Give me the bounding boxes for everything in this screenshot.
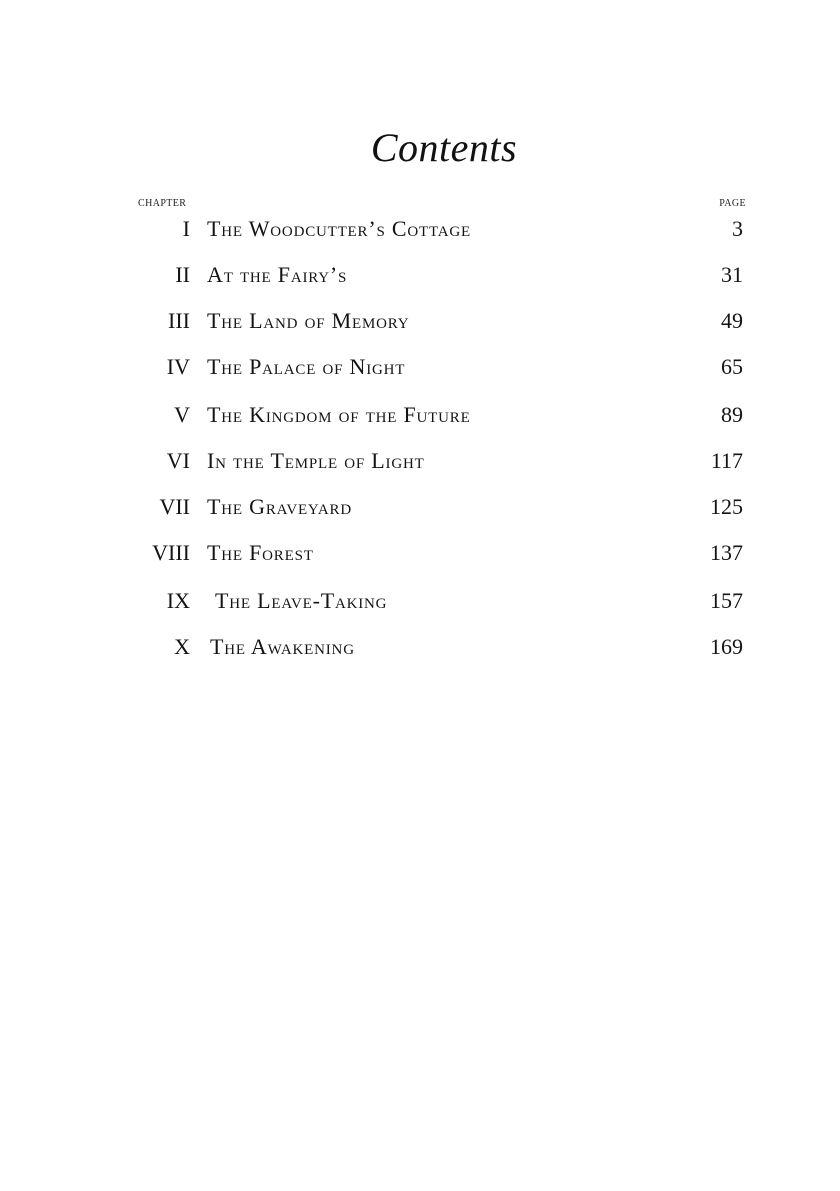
contents-entry xyxy=(0,632,840,662)
chapter-title: The Kingdom of the Future xyxy=(207,402,471,427)
page-number: 49 xyxy=(721,308,743,333)
chapter-numeral: VI xyxy=(166,448,190,473)
chapter-title: The Woodcutter’s Cottage xyxy=(207,216,471,241)
chapter-title: The Palace of Night xyxy=(207,354,406,379)
contents-entry xyxy=(0,586,840,616)
chapter-numeral: VIII xyxy=(152,540,190,565)
page-column-header: PAGE xyxy=(719,198,746,209)
page-number: 3 xyxy=(732,216,743,241)
chapter-numeral: V xyxy=(174,402,190,427)
chapter-title: In the Temple of Light xyxy=(207,448,425,473)
contents-entry xyxy=(0,446,840,476)
page-number: 117 xyxy=(710,448,743,473)
chapter-numeral: IV xyxy=(166,354,190,379)
contents-entry xyxy=(0,538,840,568)
page-number: 169 xyxy=(710,634,743,659)
chapter-title: The Forest xyxy=(207,540,314,565)
contents-entry xyxy=(0,400,840,430)
contents-entry xyxy=(0,492,840,522)
page-number: 31 xyxy=(721,262,743,287)
chapter-title: The Awakening xyxy=(210,634,355,659)
chapter-numeral: X xyxy=(174,634,190,659)
chapter-numeral: II xyxy=(175,262,190,287)
page-number: 125 xyxy=(710,494,743,519)
page-number: 137 xyxy=(710,540,743,565)
page-number: 89 xyxy=(721,402,743,427)
chapter-title: The Land of Memory xyxy=(207,308,410,333)
chapter-title: The Leave-Taking xyxy=(215,588,388,613)
chapter-numeral: VII xyxy=(159,494,190,519)
page-number: 65 xyxy=(721,354,743,379)
contents-entry xyxy=(0,352,840,382)
chapter-numeral: IX xyxy=(166,588,190,613)
chapter-title: At the Fairy’s xyxy=(207,262,348,287)
contents-entry xyxy=(0,214,840,244)
page-number: 157 xyxy=(710,588,743,613)
page-title: Contents xyxy=(370,125,518,170)
contents-entry xyxy=(0,306,840,336)
chapter-title: The Graveyard xyxy=(207,494,352,519)
contents-entry xyxy=(0,260,840,290)
chapter-numeral: I xyxy=(182,216,190,241)
chapter-numeral: III xyxy=(168,308,190,333)
chapter-column-header: CHAPTER xyxy=(138,198,187,209)
